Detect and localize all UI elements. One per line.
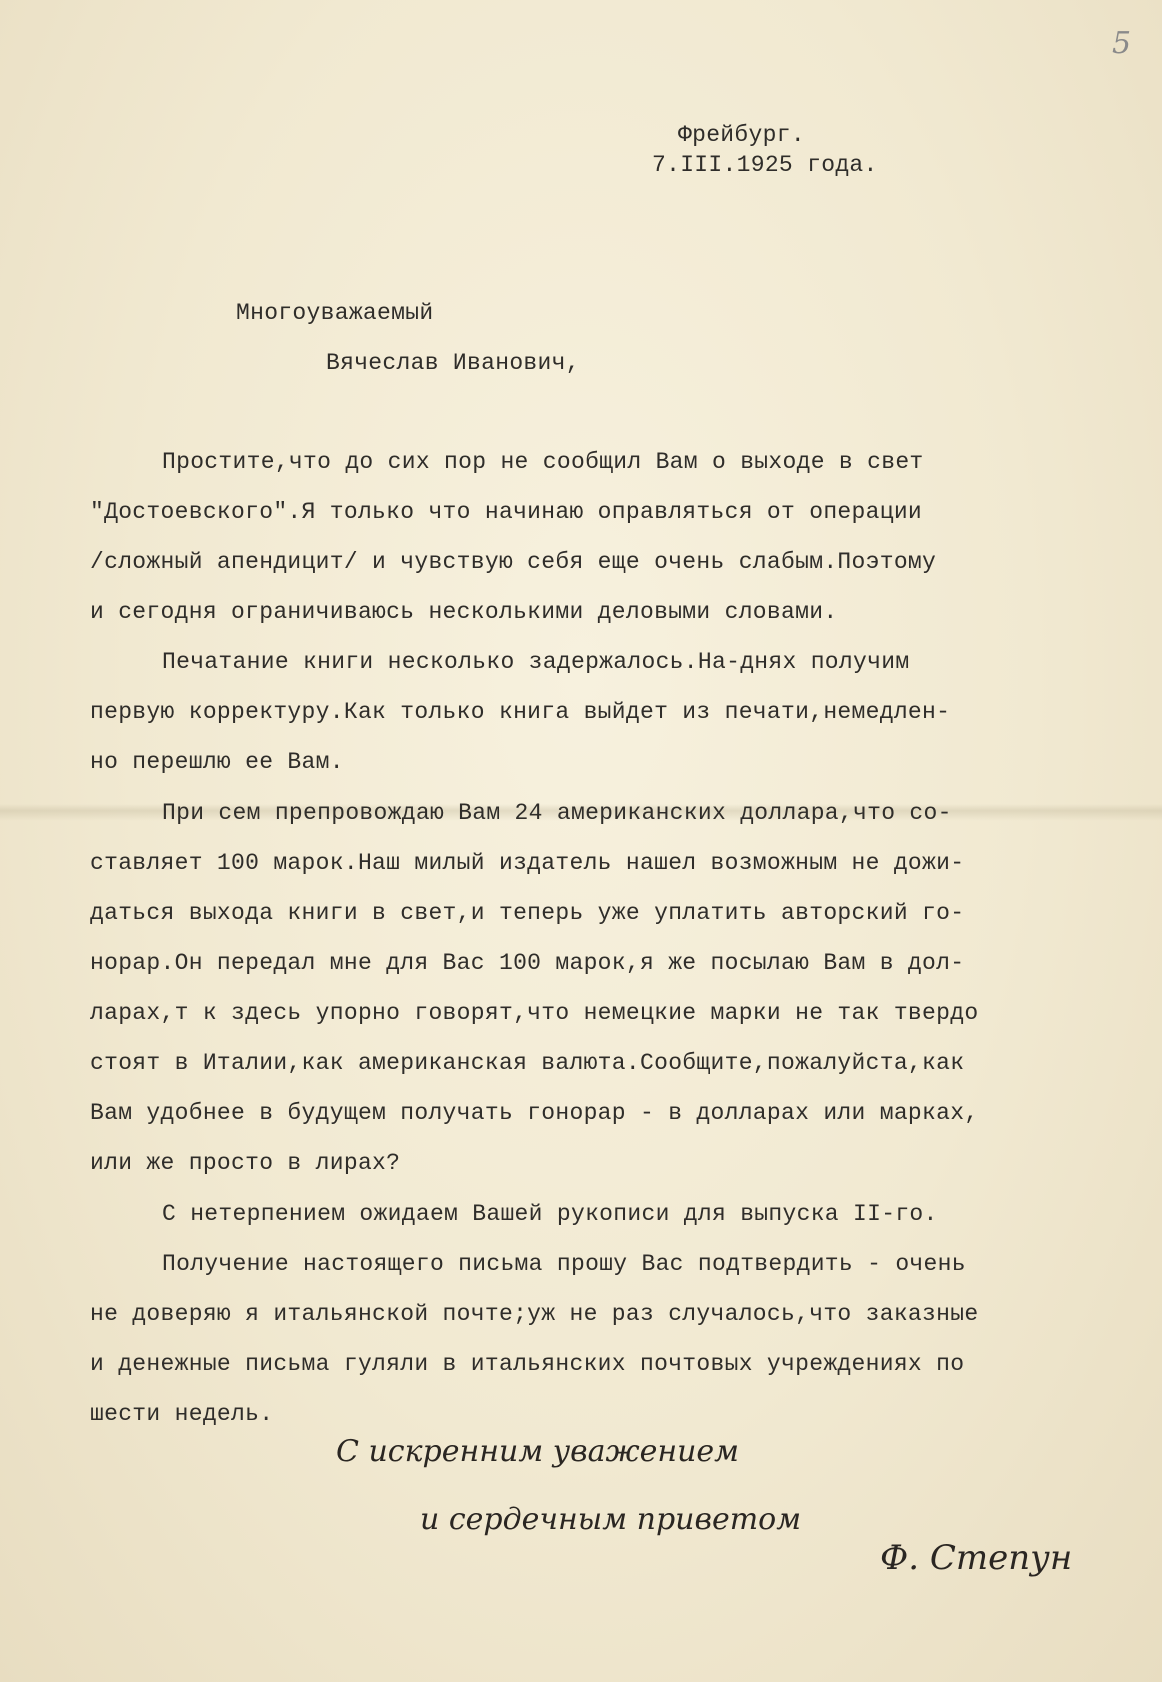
closing-line-1: С искренним уважением [336, 1434, 740, 1469]
body-line: При сем препровождаю Вам 24 американских доллара,что со- [162, 800, 952, 826]
salutation-line-2: Вячеслав Иванович, [326, 350, 580, 376]
page-number: 5 [1112, 26, 1132, 61]
salutation-line-1: Многоуважаемый [236, 300, 434, 326]
closing-line-2: и сердечным приветом [420, 1502, 802, 1537]
body-line: Простите,что до сих пор не сообщил Вам о выходе в свет [162, 449, 924, 475]
body-line: ларах,т к здесь упорно говорят,что немецкие марки не так твердо [90, 1000, 979, 1026]
body-line: и денежные письма гуляли в итальянских почтовых учреждениях по [90, 1351, 965, 1377]
body-line: даться выхода книги в свет,и теперь уже уплатить авторский го- [90, 900, 965, 926]
body-line: стоят в Италии,как американская валюта.Сообщите,пожалуйста,как [90, 1050, 965, 1076]
body-line: Вам удобнее в будущем получать гонорар - в долларах или марках, [90, 1100, 979, 1126]
body-line: ставляет 100 марок.Наш милый издатель нашел возможным не дожи- [90, 850, 965, 876]
letter-date: 7.III.1925 года. [652, 152, 878, 178]
body-line: или же просто в лирах? [90, 1150, 401, 1176]
body-line: и сегодня ограничиваюсь несколькими деловыми словами. [90, 599, 838, 625]
body-line: /сложный апендицит/ и чувствую себя еще очень слабым.Поэтому [90, 549, 937, 575]
body-line: "Достоевского".Я только что начинаю оправляться от операции [90, 499, 923, 525]
body-line: С нетерпением ожидаем Вашей рукописи для выпуска II-го. [162, 1201, 938, 1227]
body-line: первую корректуру.Как только книга выйдет из печати,немедлен- [90, 699, 951, 725]
body-line: шести недель. [90, 1401, 274, 1427]
body-line: не доверяю я итальянской почте;уж не раз случалось,что заказные [90, 1301, 979, 1327]
body-line: норар.Он передал мне для Вас 100 марок,я же посылаю Вам в дол- [90, 950, 965, 976]
signature: Ф. Степун [880, 1538, 1073, 1578]
body-line: Печатание книги несколько задержалось.На-днях получим [162, 649, 910, 675]
letter-place: Фрейбург. [678, 122, 805, 148]
body-line: Получение настоящего письма прошу Вас подтвердить - очень [162, 1251, 966, 1277]
body-line: но перешлю ее Вам. [90, 749, 344, 775]
